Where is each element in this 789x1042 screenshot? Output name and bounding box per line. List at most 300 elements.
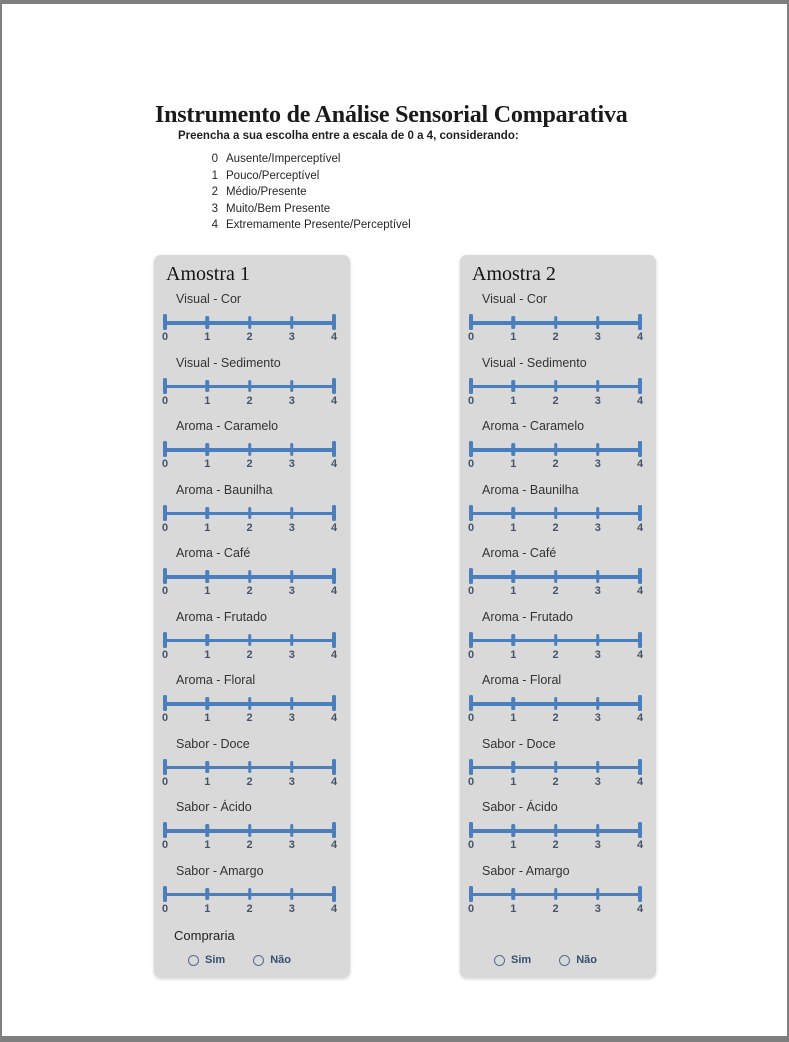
- rating-slider[interactable]: [165, 568, 334, 584]
- slider-tick-icon: [248, 824, 252, 837]
- slider-tick-icon: [332, 505, 336, 521]
- rating-slider[interactable]: [471, 759, 640, 775]
- slider-tick-icon: [163, 568, 167, 584]
- scale-number: 1: [204, 458, 211, 470]
- scale-number: 0: [161, 585, 169, 597]
- purchase-options: [188, 954, 350, 966]
- slider-tick-icon: [554, 316, 558, 329]
- scale-number: 4: [636, 902, 644, 915]
- scale-number: 1: [510, 331, 517, 343]
- scale-numbers: [467, 585, 644, 598]
- scale-number: 2: [552, 585, 559, 597]
- scale-number: 2: [552, 775, 559, 788]
- attribute-label: Aroma - Café: [482, 546, 557, 560]
- attribute-label: Aroma - Baunilha: [482, 482, 579, 497]
- legend-item-label: Extremamente Presente/Perceptível: [226, 219, 411, 231]
- instructions: [178, 130, 519, 234]
- scale-number: 3: [594, 331, 601, 343]
- page-title: Instrumento de Análise Sensorial Comparativa: [155, 102, 628, 129]
- purchase-question-label: [480, 928, 656, 946]
- rating-slider[interactable]: [165, 632, 334, 648]
- attribute-label: Aroma - Floral: [176, 673, 256, 687]
- attribute-block: [460, 546, 656, 610]
- scale-number: 2: [246, 712, 253, 724]
- scale-number: 3: [594, 458, 601, 470]
- radio-option-label: Sim: [511, 954, 532, 966]
- attribute-label: Aroma - Caramelo: [176, 419, 279, 433]
- slider-tick-icon: [469, 441, 473, 457]
- rating-slider[interactable]: [471, 822, 640, 838]
- attribute-label: Aroma - Floral: [482, 673, 562, 687]
- attribute-label: Aroma - Frutado: [482, 609, 574, 624]
- slider-tick-icon: [332, 568, 336, 584]
- scale-number: 3: [594, 521, 601, 534]
- slider-tick-icon: [596, 380, 600, 393]
- scale-numbers: [161, 521, 338, 535]
- slider-tick-icon: [638, 378, 642, 394]
- legend-item-label: Médio/Presente: [226, 186, 307, 198]
- slider-tick-icon: [512, 697, 516, 710]
- scale-number: 4: [330, 521, 338, 534]
- slider-tick-icon: [554, 761, 558, 774]
- slider-tick-icon: [206, 761, 210, 774]
- slider-tick-icon: [206, 316, 210, 329]
- slider-tick-icon: [248, 507, 252, 520]
- slider-tick-icon: [248, 888, 252, 901]
- scale-numbers: [467, 775, 644, 789]
- scale-number: 0: [161, 331, 169, 343]
- attribute-label: Visual - Cor: [176, 292, 242, 306]
- slider-tick-icon: [290, 316, 294, 329]
- scale-number: 3: [594, 585, 601, 597]
- scale-number: 1: [510, 394, 517, 407]
- slider-tick-icon: [248, 634, 252, 647]
- scale-number: 1: [510, 775, 517, 788]
- scale-number: 2: [552, 839, 559, 851]
- slider-tick-icon: [638, 759, 642, 775]
- slider-tick-icon: [332, 378, 336, 394]
- slider-tick-icon: [206, 507, 210, 520]
- rating-slider[interactable]: [165, 378, 334, 394]
- legend-item-label: Ausente/Imperceptível: [226, 153, 341, 165]
- slider-tick-icon: [206, 697, 210, 710]
- radio-option[interactable]: [494, 954, 531, 966]
- scale-number: 3: [594, 775, 601, 788]
- slider-tick-icon: [163, 378, 167, 394]
- scale-number: 3: [288, 775, 295, 788]
- attribute-label: Sabor - Doce: [176, 736, 250, 751]
- slider-tick-icon: [163, 695, 167, 711]
- attribute-block: [460, 800, 656, 864]
- slider-tick-icon: [554, 697, 558, 710]
- slider-tick-icon: [638, 632, 642, 648]
- scale-numbers: [467, 394, 644, 408]
- scale-number: 2: [246, 394, 253, 407]
- radio-icon: [559, 955, 570, 966]
- scale-number: 4: [636, 521, 644, 534]
- radio-option[interactable]: [559, 954, 597, 966]
- slider-tick-icon: [512, 380, 516, 393]
- rating-slider[interactable]: [471, 505, 640, 521]
- scale-number: 2: [246, 775, 253, 788]
- slider-tick-icon: [638, 568, 642, 584]
- scale-number: 4: [636, 712, 644, 724]
- slider-tick-icon: [248, 697, 252, 710]
- slider-tick-icon: [332, 822, 336, 838]
- legend-item: [178, 168, 519, 185]
- slider-tick-icon: [206, 443, 210, 456]
- rating-slider[interactable]: [165, 759, 334, 775]
- attribute-label: Visual - Sedimento: [482, 355, 587, 370]
- slider-tick-icon: [596, 888, 600, 901]
- attribute-label: Sabor - Ácido: [176, 800, 252, 814]
- scale-numbers: [467, 521, 644, 535]
- slider-tick-icon: [469, 759, 473, 775]
- scale-number: 1: [204, 394, 211, 407]
- scale-number: 3: [288, 839, 295, 851]
- scale-numbers: [467, 331, 644, 344]
- scale-number: 2: [246, 521, 253, 534]
- scale-number: 0: [161, 712, 169, 724]
- slider-tick-icon: [290, 570, 294, 583]
- scale-number: 2: [246, 331, 253, 343]
- legend-item-value: 2: [211, 186, 218, 198]
- scale-number: 3: [288, 712, 295, 724]
- attribute-block: [154, 864, 350, 928]
- slider-tick-icon: [206, 888, 210, 901]
- legend-item: [178, 217, 519, 234]
- attribute-label: Sabor - Doce: [482, 736, 556, 751]
- scale-number: 4: [330, 585, 338, 597]
- scale-numbers: [161, 839, 338, 852]
- scale-number: 1: [204, 839, 211, 851]
- slider-tick-icon: [596, 443, 600, 456]
- rating-slider[interactable]: [165, 886, 334, 902]
- slider-tick-icon: [332, 314, 336, 330]
- slider-tick-icon: [290, 443, 294, 456]
- radio-icon: [494, 955, 505, 966]
- slider-tick-icon: [596, 824, 600, 837]
- slider-tick-icon: [638, 441, 642, 457]
- slider-tick-icon: [206, 634, 210, 647]
- rating-slider[interactable]: [165, 695, 334, 711]
- radio-option[interactable]: [188, 954, 225, 966]
- slider-tick-icon: [163, 505, 167, 521]
- slider-tick-icon: [290, 380, 294, 393]
- radio-option-label: Não: [270, 954, 291, 966]
- sample-panel: [154, 255, 350, 978]
- attribute-block: [460, 483, 656, 547]
- scale-number: 0: [467, 902, 475, 915]
- scale-number: 3: [594, 902, 601, 915]
- slider-tick-icon: [332, 441, 336, 457]
- scale-number: 2: [246, 839, 253, 851]
- slider-tick-icon: [638, 886, 642, 902]
- scale-numbers: [467, 839, 644, 852]
- legend-item-value: 0: [211, 153, 218, 165]
- scale-number: 0: [161, 394, 169, 407]
- scale-number: 1: [204, 775, 211, 788]
- scale-numbers: [161, 775, 338, 789]
- attribute-block: [460, 737, 656, 801]
- slider-tick-icon: [596, 507, 600, 520]
- scale-number: 2: [552, 458, 559, 470]
- scale-number: 1: [204, 712, 211, 724]
- scale-number: 0: [467, 585, 475, 597]
- purchase-question-label: Compraria: [174, 928, 235, 943]
- slider-tick-icon: [596, 697, 600, 710]
- slider-tick-icon: [554, 443, 558, 456]
- attribute-block: [460, 864, 656, 928]
- scale-number: 4: [636, 585, 644, 597]
- slider-tick-icon: [596, 316, 600, 329]
- scale-number: 1: [204, 331, 211, 343]
- scale-legend: [178, 151, 519, 234]
- slider-tick-icon: [554, 824, 558, 837]
- attribute-block: [460, 673, 656, 737]
- attribute-label: Sabor - Amargo: [176, 863, 264, 878]
- slider-tick-icon: [163, 759, 167, 775]
- slider-tick-icon: [554, 380, 558, 393]
- rating-slider[interactable]: [471, 441, 640, 457]
- scale-number: 2: [552, 331, 559, 343]
- scale-number: 0: [467, 839, 475, 851]
- attribute-block: [154, 483, 350, 547]
- attribute-block: [154, 356, 350, 420]
- legend-item: [178, 201, 519, 218]
- slider-tick-icon: [638, 695, 642, 711]
- scale-number: 0: [161, 902, 169, 915]
- scale-number: 2: [246, 902, 253, 915]
- scale-number: 4: [636, 648, 644, 661]
- slider-tick-icon: [596, 761, 600, 774]
- attribute-label: Aroma - Frutado: [176, 609, 268, 624]
- slider-tick-icon: [469, 568, 473, 584]
- scale-number: 3: [288, 902, 295, 915]
- scale-number: 3: [288, 394, 295, 407]
- scale-numbers: [161, 648, 338, 662]
- rating-slider[interactable]: [165, 505, 334, 521]
- slider-tick-icon: [206, 824, 210, 837]
- slider-tick-icon: [638, 314, 642, 330]
- rating-slider[interactable]: [471, 314, 640, 330]
- scale-number: 2: [552, 712, 559, 724]
- scale-number: 0: [161, 775, 169, 788]
- slider-tick-icon: [163, 886, 167, 902]
- slider-tick-icon: [206, 570, 210, 583]
- scale-number: 0: [161, 458, 169, 470]
- slider-tick-icon: [469, 378, 473, 394]
- slider-tick-icon: [206, 380, 210, 393]
- attribute-block: [460, 292, 656, 356]
- radio-icon: [253, 955, 264, 966]
- scale-number: 4: [636, 331, 644, 343]
- scale-number: 0: [467, 648, 475, 661]
- rating-slider[interactable]: [471, 695, 640, 711]
- scale-number: 0: [467, 394, 475, 407]
- slider-tick-icon: [638, 505, 642, 521]
- radio-icon: [188, 955, 199, 966]
- scale-number: 4: [636, 394, 644, 407]
- legend-item-label: Muito/Bem Presente: [226, 202, 331, 215]
- scale-number: 4: [330, 775, 338, 788]
- slider-tick-icon: [290, 634, 294, 647]
- scale-number: 1: [510, 521, 517, 534]
- scale-number: 1: [510, 712, 517, 724]
- attribute-label: Sabor - Amargo: [482, 863, 570, 878]
- scale-numbers: [467, 458, 644, 471]
- rating-slider[interactable]: [471, 886, 640, 902]
- slider-tick-icon: [512, 507, 516, 520]
- scale-number: 0: [467, 331, 475, 343]
- scale-numbers: [467, 902, 644, 916]
- slider-tick-icon: [163, 441, 167, 457]
- attribute-label: Sabor - Ácido: [482, 800, 558, 814]
- legend-item-value: 3: [211, 202, 218, 215]
- legend-item-label: Pouco/Perceptível: [226, 169, 320, 182]
- attribute-block: [154, 673, 350, 737]
- scale-numbers: [161, 902, 338, 916]
- attribute-label: Visual - Sedimento: [176, 355, 281, 370]
- attribute-label: Aroma - Café: [176, 546, 251, 560]
- legend-item-value: 1: [211, 169, 218, 182]
- scale-number: 2: [552, 394, 559, 407]
- scale-number: 3: [288, 458, 295, 470]
- slider-tick-icon: [469, 822, 473, 838]
- rating-slider[interactable]: [471, 378, 640, 394]
- attribute-block: [154, 419, 350, 483]
- legend-item: [178, 151, 519, 168]
- scale-number: 2: [552, 521, 559, 534]
- legend-item-value: 4: [211, 219, 218, 231]
- slider-tick-icon: [469, 632, 473, 648]
- slider-tick-icon: [332, 886, 336, 902]
- slider-tick-icon: [596, 634, 600, 647]
- scale-number: 0: [161, 648, 169, 661]
- scale-number: 0: [467, 458, 475, 470]
- scale-number: 3: [288, 585, 295, 597]
- slider-tick-icon: [638, 822, 642, 838]
- instructions-intro: Preencha a sua escolha entre a escala de 0 a 4, considerando:: [178, 130, 519, 142]
- rating-slider[interactable]: [165, 314, 334, 330]
- radio-option-label: Não: [576, 954, 597, 966]
- slider-tick-icon: [248, 316, 252, 329]
- scale-number: 4: [330, 839, 338, 851]
- slider-tick-icon: [248, 761, 252, 774]
- slider-tick-icon: [512, 316, 516, 329]
- slider-tick-icon: [332, 695, 336, 711]
- slider-tick-icon: [248, 570, 252, 583]
- scale-number: 3: [594, 648, 601, 661]
- scale-number: 3: [288, 521, 295, 534]
- scale-number: 1: [510, 902, 517, 915]
- slider-tick-icon: [163, 632, 167, 648]
- radio-option-label: Sim: [205, 954, 226, 966]
- scale-number: 1: [204, 902, 211, 915]
- attribute-label: Aroma - Baunilha: [176, 482, 273, 497]
- scale-number: 4: [330, 648, 338, 661]
- slider-tick-icon: [248, 380, 252, 393]
- scale-number: 1: [510, 839, 517, 851]
- attribute-block: [154, 610, 350, 674]
- slider-tick-icon: [163, 314, 167, 330]
- attribute-label: Aroma - Caramelo: [482, 419, 585, 433]
- attribute-block: [154, 737, 350, 801]
- scale-number: 4: [330, 458, 338, 470]
- scale-number: 3: [288, 648, 295, 661]
- scale-number: 3: [594, 839, 601, 851]
- legend-item: [178, 184, 519, 201]
- scale-number: 1: [204, 648, 211, 661]
- sample-panel: [460, 255, 656, 978]
- scale-number: 0: [161, 839, 169, 851]
- slider-tick-icon: [163, 822, 167, 838]
- scale-numbers: [161, 585, 338, 598]
- slider-tick-icon: [290, 824, 294, 837]
- scale-number: 1: [510, 585, 517, 597]
- slider-tick-icon: [332, 632, 336, 648]
- scale-number: 4: [636, 458, 644, 470]
- slider-tick-icon: [469, 505, 473, 521]
- scale-number: 0: [467, 521, 475, 534]
- scale-numbers: [161, 331, 338, 344]
- slider-tick-icon: [290, 697, 294, 710]
- slider-tick-icon: [248, 443, 252, 456]
- sample-title: Amostra 1: [166, 263, 250, 285]
- rating-slider[interactable]: [471, 568, 640, 584]
- scale-number: 2: [246, 585, 253, 597]
- scale-number: 4: [330, 394, 338, 407]
- slider-tick-icon: [554, 570, 558, 583]
- scale-number: 4: [636, 839, 644, 851]
- scale-number: 0: [467, 712, 475, 724]
- scale-number: 3: [288, 331, 295, 343]
- slider-tick-icon: [554, 507, 558, 520]
- rating-slider[interactable]: [471, 632, 640, 648]
- slider-tick-icon: [332, 759, 336, 775]
- scale-number: 1: [204, 521, 211, 534]
- attribute-block: [460, 610, 656, 674]
- scale-number: 1: [510, 648, 517, 661]
- attribute-block: [154, 800, 350, 864]
- purchase-options: [494, 954, 656, 966]
- slider-tick-icon: [554, 888, 558, 901]
- attribute-block: [460, 419, 656, 483]
- slider-tick-icon: [554, 634, 558, 647]
- scale-number: 4: [330, 902, 338, 915]
- scale-numbers: [467, 648, 644, 662]
- scale-number: 3: [594, 394, 601, 407]
- slider-tick-icon: [469, 314, 473, 330]
- slider-tick-icon: [290, 888, 294, 901]
- slider-tick-icon: [512, 824, 516, 837]
- scale-number: 1: [510, 458, 517, 470]
- scale-number: 4: [330, 331, 338, 343]
- scale-number: 2: [246, 648, 253, 661]
- radio-option[interactable]: [253, 954, 291, 966]
- slider-tick-icon: [290, 507, 294, 520]
- scale-numbers: [161, 712, 338, 725]
- slider-tick-icon: [512, 761, 516, 774]
- slider-tick-icon: [512, 888, 516, 901]
- rating-slider[interactable]: [165, 441, 334, 457]
- scale-numbers: [161, 394, 338, 408]
- attribute-label: Visual - Cor: [482, 292, 548, 306]
- slider-tick-icon: [290, 761, 294, 774]
- slider-tick-icon: [469, 886, 473, 902]
- scale-number: 4: [330, 712, 338, 724]
- rating-slider[interactable]: [165, 822, 334, 838]
